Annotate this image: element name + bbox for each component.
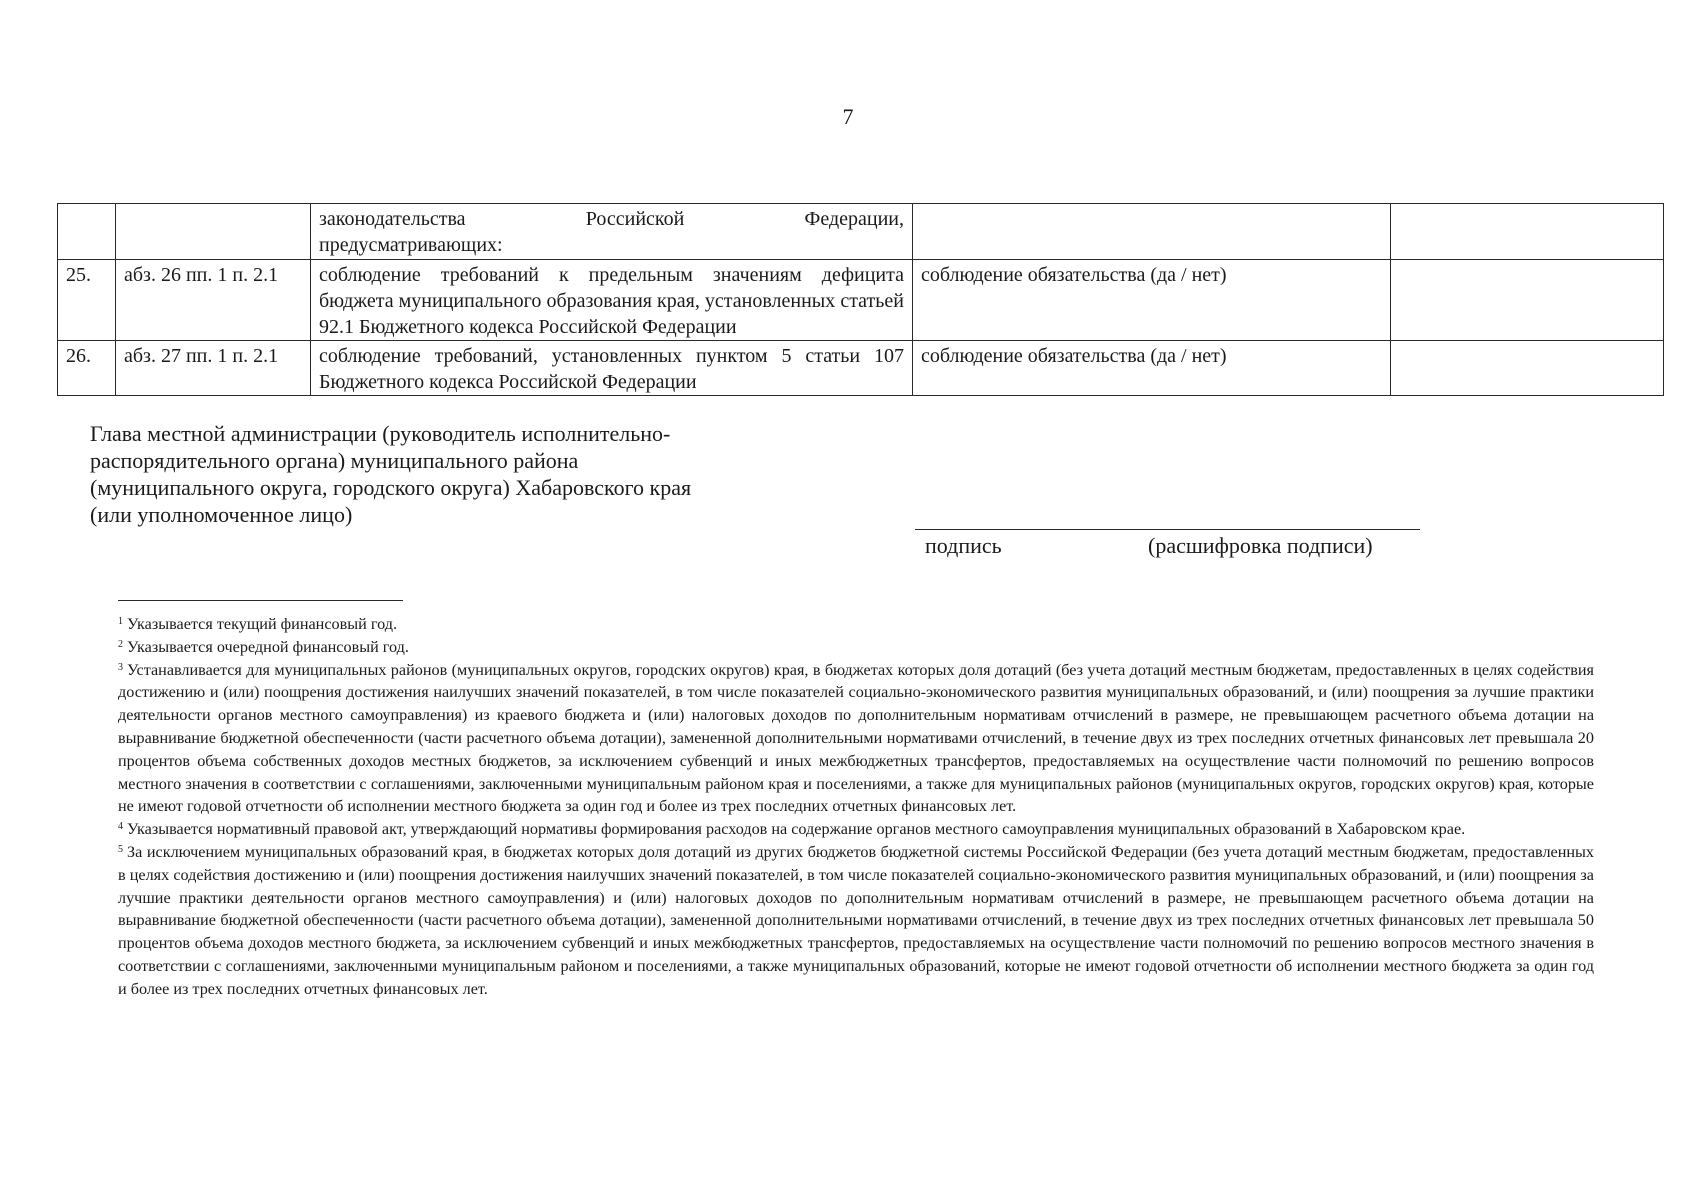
signatory-line: распорядительного органа) муниципального района	[90, 448, 579, 473]
reference-cell: абз. 26 пп. 1 п. 2.1	[116, 260, 311, 341]
signatory-line: (муниципального округа, городского округа) Хабаровского края	[90, 475, 692, 500]
footnote-mark: 1	[118, 616, 123, 627]
signature-line	[915, 529, 1420, 530]
indicator-cell	[913, 204, 1391, 260]
signature-label: подпись	[925, 533, 1002, 558]
reference-cell: абз. 27 пп. 1 п. 2.1	[116, 341, 311, 396]
requirement-cell: соблюдение требований к предельным значениям дефицита бюджета муниципального образования края, установленных статьей 92.1 Бюджетного кодекса Российской Федерации	[311, 260, 913, 341]
footnote-text: Указывается нормативный правовой акт, утверждающий нормативы формирования расходов на содержание органов местного самоуправления муниципальных образований в Хабаровском крае.	[127, 820, 1466, 839]
footnote-text: Указывается текущий финансовый год.	[127, 615, 398, 633]
row-number-cell: 26.	[58, 341, 116, 396]
extra-cell	[1391, 260, 1664, 341]
footnote-text: За исключением муниципальных образований края, в бюджетах которых доля дотаций из других бюджетов бюджетной системы Российской Федерации (без учета дотаций местным бюджетам, предоставленных в целях содействия достижению и (или) поощрения достижения наилучших значений показателей, в том числе показателей социально-экономического развития муниципальных образований, и (или) поощрения за лучшие практики деятельности органов местного самоуправления) и (или) налоговых доходов по дополнительным нормативам отчислений в размере, не превышающем расчетного объема дотации на выравнивание бюджетной обеспеченности (части расчетного объема дотации), замененной дополнительными нормативами отчислений, в течение двух из трех последних отчетных финансовых лет превышала 50 процентов объема доходов местного бюджета, за исключением субвенций и иных межбюджетных трансфертов, предоставляемых на осуществление части полномочий по решению вопросов местного значения в соответствии с соглашениями, заключенными муниципальным районом и поселениями, а также муниципальных образований, которые не имеют годовой отчетности об исполнении местного бюджета за один год и более из трех последних отчетных финансовых лет.	[118, 842, 1594, 998]
footnote	[118, 659, 1594, 819]
row-number-cell: 25.	[58, 260, 116, 341]
requirements-table	[57, 203, 1664, 396]
requirement-line: предусматривающих:	[319, 234, 503, 256]
signatory-position	[90, 420, 790, 528]
indicator-cell: соблюдение обязательства (да / нет)	[913, 260, 1391, 341]
extra-cell	[1391, 341, 1664, 396]
footnote	[118, 636, 1594, 659]
footnote	[118, 613, 1594, 636]
table-row	[58, 260, 1664, 341]
footnote	[118, 818, 1594, 841]
footnote-mark: 3	[118, 661, 123, 673]
signatory-line: (или уполномоченное лицо)	[90, 502, 353, 527]
footnote-mark: 4	[118, 821, 123, 833]
extra-cell	[1391, 204, 1664, 260]
requirement-cell: соблюдение требований, установленных пунктом 5 статьи 107 Бюджетного кодекса Российской Федерации	[311, 341, 913, 396]
table-row	[58, 341, 1664, 396]
footnote	[118, 841, 1594, 1001]
signatory-line: Глава местной администрации (руководитель исполнительно-	[90, 421, 671, 446]
requirement-line: законодательства Российской Федерации,	[319, 208, 904, 230]
requirement-cell	[311, 204, 913, 260]
page-number: 7	[842, 104, 854, 129]
reference-cell	[116, 204, 311, 260]
signature-decoding-label: (расшифровка подписи)	[1148, 533, 1373, 558]
footnote-separator	[118, 600, 403, 601]
footnotes	[118, 613, 1594, 1001]
row-number-cell	[58, 204, 116, 260]
table-row	[58, 204, 1664, 260]
footnote-text: Указывается очередной финансовый год.	[127, 637, 409, 656]
footnote-mark: 2	[118, 638, 123, 650]
indicator-cell: соблюдение обязательства (да / нет)	[913, 341, 1391, 396]
footnote-text: Устанавливается для муниципальных районов (муниципальных округов, городских округов) края, в бюджетах которых доля дотаций (без учета дотаций местным бюджетам, предоставленных в целях содействия достижению и (или) поощрения достижения наилучших значений показателей, в том числе показателей социально-экономического развития муниципальных образований, и (или) поощрения за лучшие практики деятельности органов местного самоуправления) из краевого бюджета и (или) налоговых доходов по дополнительным нормативам отчислений в размере, не превышающем расчетного объема дотации на выравнивание бюджетной обеспеченности (части расчетного объема дотации), замененной дополнительными нормативами отчислений, в течение двух из трех последних отчетных финансовых лет превышала 20 процентов объема собственных доходов местных бюджетов, за исключением субвенций и иных межбюджетных трансфертов, предоставляемых на осуществление части полномочий по решению вопросов местного значения в соответствии с соглашениями, заключенными муниципальным районом края и поселениями, а также для муниципальных районов (муниципальных округов, городских округов) края, которые не имеют годовой отчетности об исполнении местного бюджета за один год и более из трех последних отчетных финансовых лет.	[118, 660, 1594, 816]
footnote-mark: 5	[118, 843, 123, 855]
